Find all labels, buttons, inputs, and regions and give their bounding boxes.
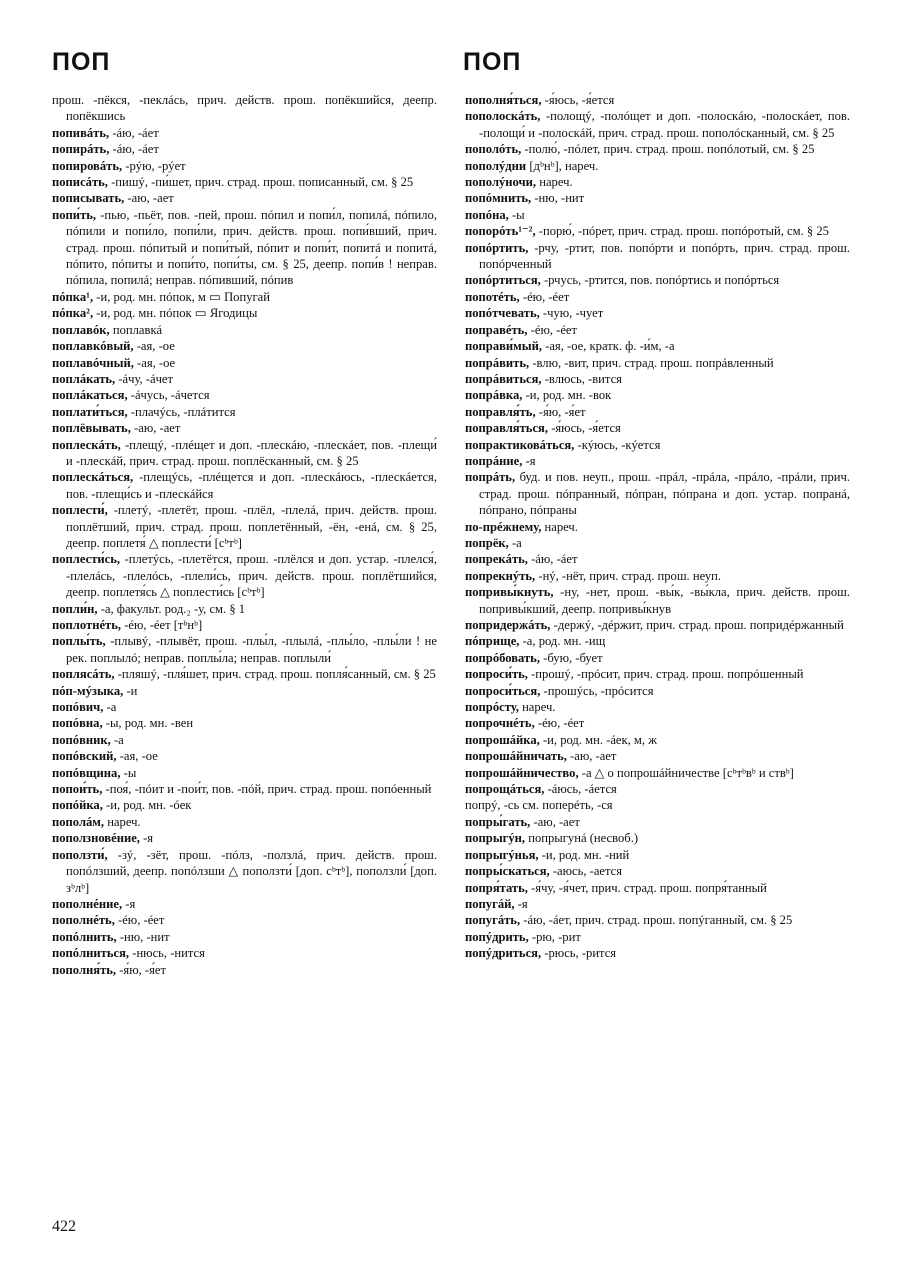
dictionary-entry — [465, 108, 850, 141]
entry-headword: попрáть, — [465, 470, 516, 485]
entry-body: -а — [106, 700, 117, 715]
dictionary-entry — [52, 699, 437, 715]
entry-body: -и, род. мн. -óек — [106, 798, 192, 813]
dictionary-entry — [465, 404, 850, 420]
dictionary-entry — [465, 814, 850, 830]
dictionary-entry — [465, 929, 850, 945]
dictionary-entry — [465, 650, 850, 666]
dictionary-entry — [52, 781, 437, 797]
dictionary-entry — [52, 912, 437, 928]
entry-body: -аю, -ает — [134, 421, 181, 436]
entry-body: -нюсь, -нится — [132, 946, 205, 961]
dictionary-entry — [52, 847, 437, 896]
dictionary-entry — [52, 748, 437, 764]
entry-body: -я́ю, -я́ет — [119, 962, 167, 977]
entry-body: -а — [113, 732, 124, 747]
entry-body: -а — [511, 535, 522, 550]
dictionary-entry — [465, 880, 850, 896]
dictionary-entry — [52, 617, 437, 633]
dictionary-entry — [52, 732, 437, 748]
running-head-left: ПОП — [52, 48, 111, 76]
entry-body: -éю, -éет [тᵇнᵇ] — [124, 618, 203, 632]
entry-body: попрыгунá (несвоб.) — [528, 831, 639, 846]
entry-body: -ы — [123, 765, 137, 780]
entry-headword: попугáть, — [465, 913, 521, 928]
entry-headword: попировáть, — [52, 158, 123, 173]
entry-body: -я́юсь, -я́ется — [544, 93, 615, 107]
entry-headword: попои́ть, — [52, 782, 103, 797]
entry-headword: попóтчевать, — [465, 306, 540, 321]
dictionary-entry — [52, 601, 437, 617]
entry-body: -аю, -ает — [533, 814, 580, 829]
entry-headword: попóмнить, — [465, 191, 532, 206]
entry-headword: поплавóк, — [52, 322, 110, 337]
dictionary-entry — [52, 338, 437, 354]
entry-headword: поплáкаться, — [52, 388, 128, 403]
entry-headword: попрёк, — [465, 535, 509, 550]
entry-headword: попрошáйничество, — [465, 765, 579, 780]
entry-headword: попóйка, — [52, 798, 103, 813]
dictionary-entry — [52, 92, 437, 125]
entry-body: -я́ю, -я́ет — [538, 404, 586, 419]
dictionary-entry — [465, 797, 850, 813]
dictionary-entry — [465, 519, 850, 535]
dictionary-entry — [465, 469, 850, 518]
entry-body: -ы — [511, 207, 525, 222]
entry-headword: поплясáть, — [52, 667, 115, 682]
entry-body: -рчусь, -ртится, пов. попóртись и попóрться — [543, 273, 780, 288]
entry-headword: поплáкать, — [52, 371, 116, 386]
entry-headword: поплести́, — [52, 503, 108, 518]
entry-headword: по-прéжнему, — [465, 519, 542, 534]
entry-headword: попивáть, — [52, 125, 110, 140]
entry-headword: попугáй, — [465, 896, 515, 911]
entry-headword: попроси́ть, — [465, 667, 528, 682]
entry-headword: попотéть, — [465, 289, 520, 304]
entry-headword: попрощáться, — [465, 782, 545, 797]
dictionary-entry — [52, 945, 437, 961]
entry-body: -поя́, -пóит и -пои́т, пов. -пóй, прич. страд. прош. попóенный — [105, 782, 432, 797]
dictionary-entry — [465, 584, 850, 617]
entry-headword: поплы́ть, — [52, 634, 106, 649]
dictionary-entry — [52, 830, 437, 846]
entry-body: -áю, -áет, прич. страд. прош. попýганный, см. § 25 — [523, 913, 793, 928]
entry-headword: поплавóчный, — [52, 355, 134, 370]
entry-body: -плывý, -плывёт, прош. -плы́л, -плылá, -плы́ло, -плы́ли ! не рек. поплылó; неправ. поплы́ла; неправ. поплыли́ — [66, 634, 438, 665]
dictionary-entry — [465, 420, 850, 436]
entry-headword: поползновéние, — [52, 831, 140, 846]
dictionary-entry — [465, 305, 850, 321]
dictionary-entry — [465, 945, 850, 961]
dictionary-entry — [465, 371, 850, 387]
entry-headword: попрáвить, — [465, 355, 530, 370]
entry-headword: пополýдни — [465, 158, 527, 173]
dictionary-entry — [465, 190, 850, 206]
entry-body: -ая, -ое — [136, 339, 175, 354]
entry-body: -éю, -éет — [118, 913, 165, 928]
entry-headword: попрошáйничать, — [465, 749, 567, 764]
entry-headword: попры́скаться, — [465, 864, 550, 879]
entry-headword: попирáть, — [52, 142, 110, 157]
entry-body: -ая, -ое, кратк. ф. -и́м, -а — [545, 339, 675, 354]
dictionary-entry — [465, 289, 850, 305]
entry-body: -éю, -éет — [522, 289, 570, 304]
entry-headword: пописáть, — [52, 175, 108, 190]
entry-body: -рчу, -ртит, пов. попóрти и попóрть, прич. страд. прош. попóрченный — [479, 240, 850, 272]
entry-body: поплавкá — [112, 322, 163, 337]
dictionary-entry — [465, 223, 850, 239]
entry-headword: попря́тать, — [465, 880, 528, 895]
dictionary-entry — [465, 765, 850, 781]
dictionary-entry — [465, 387, 850, 403]
entry-headword: попóвна, — [52, 716, 103, 731]
entry-headword: попридержáть, — [465, 618, 551, 632]
dictionary-entry — [52, 666, 437, 682]
entry-headword: попрыгýнья, — [465, 847, 539, 862]
entry-headword: попрáвиться, — [465, 371, 542, 386]
entry-body: -а, факульт. род.₂ -у, см. § 1 — [100, 601, 246, 616]
entry-headword: пополáм, — [52, 814, 105, 829]
running-head-right: ПОП — [463, 48, 522, 76]
dictionary-entry — [52, 633, 437, 666]
entry-headword: пóп-мýзыка, — [52, 683, 124, 698]
dictionary-entry — [52, 322, 437, 338]
entry-headword: поплати́ться, — [52, 404, 128, 419]
entry-body: -чую, -чует — [542, 306, 604, 321]
entry-headword: попрошáйка, — [465, 732, 540, 747]
entry-headword: поплотнéть, — [52, 618, 122, 632]
entry-headword: попýдриться, — [465, 946, 542, 961]
entry-body: попрý, -сь см. поперéть, -ся — [465, 798, 613, 813]
entry-body: нареч. — [107, 814, 141, 829]
dictionary-entry — [465, 863, 850, 879]
dictionary-entry — [52, 962, 437, 978]
dictionary-entry — [465, 912, 850, 928]
entry-body: -áю, -áет — [112, 125, 159, 140]
dictionary-entry — [465, 633, 850, 649]
entry-body: -áчусь, -áчется — [130, 388, 210, 403]
dictionary-entry — [52, 469, 437, 502]
dictionary-entry — [465, 617, 850, 633]
entry-body: -пляшý, -пля́шет, прич. страд. прош. попля́санный, см. § 25 — [117, 667, 436, 682]
entry-body: -рюсь, -рится — [544, 946, 617, 961]
dictionary-entry — [465, 715, 850, 731]
left-column — [52, 92, 437, 978]
entry-body: -зý, -зёт, прош. -пóлз, -ползлá, прич. действ. прош. попóлзший, деепр. попóлзши △ поползти́ [доп. сᵇтᵇ], поползли́ [доп. зᵇлᵇ] — [66, 847, 437, 895]
entry-headword: попрочнéть, — [465, 716, 535, 731]
dictionary-entry — [465, 666, 850, 682]
entry-body: -áю, -áет — [531, 552, 578, 567]
entry-body: -éю, -éет — [537, 716, 585, 731]
dictionary-entry — [465, 338, 850, 354]
entry-body: -влю, -вит, прич. страд. прош. попрáвленный — [532, 355, 774, 370]
entry-body: -полощý, -полóщет и доп. -полоскáю, -полоскáет, пов. -полощи́ и -полоскáй, прич. страд. прош. пополóсканный, см. § 25 — [479, 109, 850, 140]
entry-body: -áчу, -áчет — [118, 371, 174, 386]
entry-body: -я́юсь, -я́ется — [551, 421, 621, 436]
entry-body: -ню, -нит — [534, 191, 585, 206]
entry-body: буд. и пов. неуп., прош. -прáл, -прáла, -прáло, -прáли, прич. страд. прош. пóпранный, пóпран, пóпрана и доп. устар. попранá, пóпрано, пóпраны — [479, 470, 850, 518]
entry-body: -и — [126, 683, 138, 698]
dictionary-entry — [52, 715, 437, 731]
entry-headword: попривы́кнуть, — [465, 585, 554, 600]
entry-body: нареч. — [544, 519, 578, 534]
entry-body: -я — [517, 896, 528, 911]
entry-headword: поправля́ть, — [465, 404, 536, 419]
dictionary-entry — [465, 781, 850, 797]
entry-headword: пополнéние, — [52, 896, 123, 911]
entry-headword: поправля́ться, — [465, 421, 549, 436]
entry-body: -плетýсь, -плетётся, прош. -плёлся и доп. устар. -плелся́, -плелáсь, -плелóсь, -плели́сь, прич. действ. прош. поплётшийся, деепр. поплетя́сь △ поплести́сь [сᵇтᵇ] — [66, 552, 437, 600]
entry-headword: пóпка², — [52, 306, 94, 321]
dictionary-entry — [52, 190, 437, 206]
dictionary-entry — [465, 240, 850, 273]
entry-headword: попрекнýть, — [465, 568, 536, 583]
entry-body: -аю, -ает — [127, 191, 174, 206]
entry-body: -а, род. мн. -ищ — [522, 634, 606, 649]
dictionary-entry — [465, 699, 850, 715]
dictionary-entry — [465, 568, 850, 584]
entry-body: прош. -пёкся, -пеклáсь, прич. действ. прош. попёкшийся, деепр. попёкшись — [52, 93, 437, 124]
dictionary-entry — [52, 683, 437, 699]
dictionary-entry — [465, 551, 850, 567]
entry-body: -я — [125, 896, 136, 911]
entry-headword: попорóть¹⁻², — [465, 224, 536, 239]
dictionary-entry — [52, 765, 437, 781]
entry-body: -а △ о попрошáйничестве [сᵇтᵇвᵇ и ствᵇ] — [581, 765, 794, 780]
dictionary-entry — [52, 355, 437, 371]
entry-body: -и, род. мн. -вок — [525, 388, 612, 403]
dictionary-entry — [52, 929, 437, 945]
dictionary-entry — [465, 272, 850, 288]
entry-headword: попрóсту, — [465, 700, 519, 715]
dictionary-entry — [52, 551, 437, 600]
entry-headword: попроси́ться, — [465, 683, 541, 698]
entry-body: -влюсь, -вится — [544, 371, 622, 386]
entry-body: -и, род. мн. -áек, м, ж — [542, 732, 657, 747]
entry-body: -и, род. мн. пóпок, м ▭ Попугай — [96, 289, 271, 304]
entry-headword: попóвник, — [52, 732, 111, 747]
dictionary-entry — [465, 174, 850, 190]
dictionary-entry — [465, 896, 850, 912]
dictionary-entry — [52, 814, 437, 830]
entry-body: -áюсь, -áется — [547, 782, 617, 797]
dictionary-entry — [465, 355, 850, 371]
entry-headword: попрáвка, — [465, 388, 523, 403]
entry-headword: попóвич, — [52, 700, 104, 715]
entry-body: [дᵇнᵇ], нареч. — [529, 158, 599, 173]
entry-body: -пишý, -пи́шет, прич. страд. прош. пописанный, см. § 25 — [111, 175, 414, 190]
entry-body: -éю, -éет — [530, 322, 578, 337]
entry-body: -порю́, -пóрет, прич. страд. прош. попóротый, см. § 25 — [538, 224, 829, 239]
entry-body: -прошý, -прóсит, прич. страд. прош. попрóшенный — [531, 667, 804, 682]
entry-body: -я́чу, -я́чет, прич. страд. прош. попря́танный — [531, 880, 767, 895]
dictionary-entry — [465, 453, 850, 469]
entry-headword: попры́гать, — [465, 814, 531, 829]
entry-body: -рýю, -рýет — [125, 158, 186, 173]
entry-headword: поплавкóвый, — [52, 339, 134, 354]
entry-body: -я — [143, 831, 154, 846]
entry-headword: пополоскáть, — [465, 109, 541, 124]
entry-body: -кýюсь, -кýется — [577, 437, 661, 452]
entry-body: -и, род. мн. пóпок ▭ Ягодицы — [96, 306, 258, 321]
entry-headword: пóпка¹, — [52, 289, 94, 304]
entry-headword: пополýночи, — [465, 175, 537, 190]
entry-headword: пополóть, — [465, 142, 522, 157]
entry-body: -бую, -бует — [543, 650, 603, 665]
dictionary-entry — [52, 404, 437, 420]
entry-headword: попóртить, — [465, 240, 529, 255]
entry-headword: пополня́ться, — [465, 93, 542, 107]
dictionary-entry — [465, 732, 850, 748]
entry-body: нареч. — [522, 700, 556, 715]
entry-headword: поправи́мый, — [465, 339, 542, 354]
entry-body: -я — [525, 453, 536, 468]
entry-headword: поплескáться, — [52, 470, 134, 485]
dictionary-entry — [52, 305, 437, 321]
entry-body: -аюсь, -ается — [552, 864, 623, 879]
entry-body: -плещý, -плéщет и доп. -плескáю, -плескáет, пов. -плещи́ и -плескáй, прич. страд. прош. поплёсканный, см. § 25 — [66, 437, 437, 468]
entry-body: -ну, -нет, прош. -вы́к, -вы́кла, прич. действ. прош. попривы́кший, деепр. попривы́кнув — [479, 585, 850, 616]
entry-headword: поползти́, — [52, 847, 108, 862]
entry-headword: попóлниться, — [52, 946, 130, 961]
dictionary-entry — [52, 289, 437, 305]
entry-body: -плещýсь, -плéщется и доп. -плескáюсь, -плескáется, пов. -плещи́сь и -плескáйся — [66, 470, 438, 501]
dictionary-entry — [465, 535, 850, 551]
entry-headword: попи́ть, — [52, 207, 97, 222]
entry-headword: попли́н, — [52, 601, 98, 616]
dictionary-entry — [465, 847, 850, 863]
entry-body: -ы, род. мн. -вен — [105, 716, 194, 731]
dictionary-entry — [52, 502, 437, 551]
dictionary-entry — [465, 141, 850, 157]
entry-headword: попóртиться, — [465, 273, 541, 288]
entry-body: -прошýсь, -прóсится — [543, 683, 654, 698]
entry-body: -аю, -ает — [570, 749, 617, 764]
dictionary-entry — [52, 420, 437, 436]
entry-body: нареч. — [539, 175, 573, 190]
dictionary-entry — [52, 371, 437, 387]
entry-headword: попрекáть, — [465, 552, 528, 567]
entry-headword: пóприще, — [465, 634, 520, 649]
entry-body: -ая, -ое — [119, 749, 158, 764]
dictionary-entry — [52, 125, 437, 141]
dictionary-entry — [52, 797, 437, 813]
page-number: 422 — [52, 1218, 76, 1235]
entry-body: -ая, -ое — [137, 355, 176, 370]
entry-headword: попóлнить, — [52, 929, 117, 944]
dictionary-entry — [52, 896, 437, 912]
entry-body: -и, род. мн. -ний — [541, 847, 630, 862]
entry-headword: попóвщина, — [52, 765, 121, 780]
entry-headword: попрактиковáться, — [465, 437, 575, 452]
entry-body: -пью, -пьёт, пов. -пей, прош. пóпил и попи́л, попилá, пóпило, пóпили и попи́ло, попи́ли, прич. действ. прош. попи́вший, прич. страд. прош. пóпитый и попи́тый, пóпит и попи́т, попитá и попитá, пóпито, пóпиты и попи́то, попи́ты, см. § 25, деепр. попи́в ! неправ. пóпила, попилá; неправ. пóпивший, пóпив — [66, 207, 437, 288]
entry-headword: поправéть, — [465, 322, 528, 337]
dictionary-entry — [465, 437, 850, 453]
entry-headword: поплёвывать, — [52, 421, 131, 436]
dictionary-entry — [465, 830, 850, 846]
entry-body: -ню, -нит — [119, 929, 170, 944]
entry-headword: пополня́ть, — [52, 962, 117, 977]
entry-body: -плачýсь, -плáтится — [130, 404, 236, 419]
dictionary-entry — [465, 158, 850, 174]
entry-headword: попóна, — [465, 207, 509, 222]
dictionary-entry — [465, 748, 850, 764]
dictionary-entry — [52, 437, 437, 470]
dictionary-entry — [465, 207, 850, 223]
dictionary-entry — [465, 322, 850, 338]
entry-headword: попýдрить, — [465, 929, 529, 944]
entry-headword: попрыгýн, — [465, 831, 526, 846]
entry-headword: попрáние, — [465, 453, 523, 468]
dictionary-entry — [52, 141, 437, 157]
entry-body: -полю́, -пóлет, прич. страд. прош. попóлотый, см. § 25 — [524, 142, 815, 157]
right-column — [465, 92, 850, 962]
dictionary-entry — [465, 683, 850, 699]
entry-headword: пописывать, — [52, 191, 125, 206]
dictionary-entry — [52, 174, 437, 190]
entry-headword: попóвский, — [52, 749, 117, 764]
dictionary-entry — [465, 92, 850, 108]
entry-headword: поплескáть, — [52, 437, 121, 452]
entry-body: -áю, -áет — [112, 142, 159, 157]
entry-body: -рю, -рит — [531, 929, 581, 944]
entry-headword: пополнéть, — [52, 913, 115, 928]
dictionary-entry — [52, 387, 437, 403]
entry-headword: попрóбовать, — [465, 650, 540, 665]
entry-body: -нý, -нёт, прич. страд. прош. неуп. — [538, 568, 722, 583]
entry-body: -плетý, -плетёт, прош. -плёл, -плелá, прич. действ. прош. поплётший, прич. страд. прош. поплетённый, -ён, -енá, см. § 25, деепр. поплетя́ △ поплести́ [сᵇтᵇ] — [66, 503, 437, 550]
dictionary-entry — [52, 207, 437, 289]
dictionary-entry — [52, 158, 437, 174]
entry-headword: поплести́сь, — [52, 552, 121, 567]
entry-body: -держý, -дéржит, прич. страд. прош. попридéржанный — [553, 618, 844, 632]
